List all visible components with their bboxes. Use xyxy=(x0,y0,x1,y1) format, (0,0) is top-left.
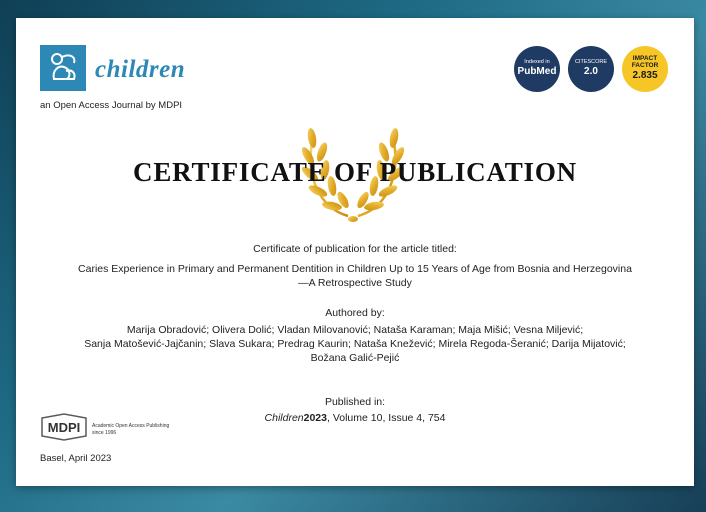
mdpi-logo-text: MDPI xyxy=(47,420,81,435)
citescore-badge xyxy=(568,46,614,92)
publication-journal: Children xyxy=(264,412,304,424)
authors-line: Sanja Matošević-Jajčanin; Slava Sukara; Predrag Kaurin; Nataša Knežević; Mirela Regoda-Šeranić; Darija Mijatović; xyxy=(84,338,626,350)
journal-logo-icon xyxy=(40,45,86,91)
article-title: Caries Experience in Primary and Permanent Dentition in Children Up to 15 Years of Age from Bosnia and Herzegovina—A Retrospective Study xyxy=(78,263,632,289)
badge-big-label: 2.0 xyxy=(584,66,598,78)
authored-by-label: Authored by: xyxy=(325,307,385,319)
badge-small-label: Indexed in xyxy=(524,59,550,66)
certificate-intro: Certificate of publication for the article titled: xyxy=(253,243,457,255)
mdpi-tagline: Academic Open Access Publishing xyxy=(92,423,170,429)
publication-details: , Volume 10, Issue 4, 754 xyxy=(326,412,446,424)
badge-small-label: IMPACT FACTOR xyxy=(631,55,659,70)
badge-big-label: 2.835 xyxy=(632,70,658,82)
badge-small-label: CITESCORE xyxy=(574,59,608,66)
authors-line: Marija Obradović; Olivera Dolić; Vladan Milovanović; Nataša Karaman; Maja Mišić; Vesna Miljević; xyxy=(126,324,584,336)
authors-line: Božana Galić-Pejić xyxy=(310,352,400,364)
certificate xyxy=(16,18,694,486)
impact-factor-badge xyxy=(622,46,668,92)
place-and-date: Basel, April 2023 xyxy=(40,453,112,464)
pubmed-badge xyxy=(514,46,560,92)
badge-big-label: PubMed xyxy=(517,66,557,78)
publication-year: 2023 xyxy=(303,412,327,424)
certificate-title: CERTIFICATE OF PUBLICATION xyxy=(133,157,577,187)
mdpi-logo-icon xyxy=(40,412,190,442)
published-in-label: Published in: xyxy=(324,396,386,408)
authors-list xyxy=(76,323,634,365)
mdpi-since: since 1996 xyxy=(92,430,117,436)
journal-name: children xyxy=(95,56,186,83)
journal-subtitle: an Open Access Journal by MDPI xyxy=(40,100,183,111)
